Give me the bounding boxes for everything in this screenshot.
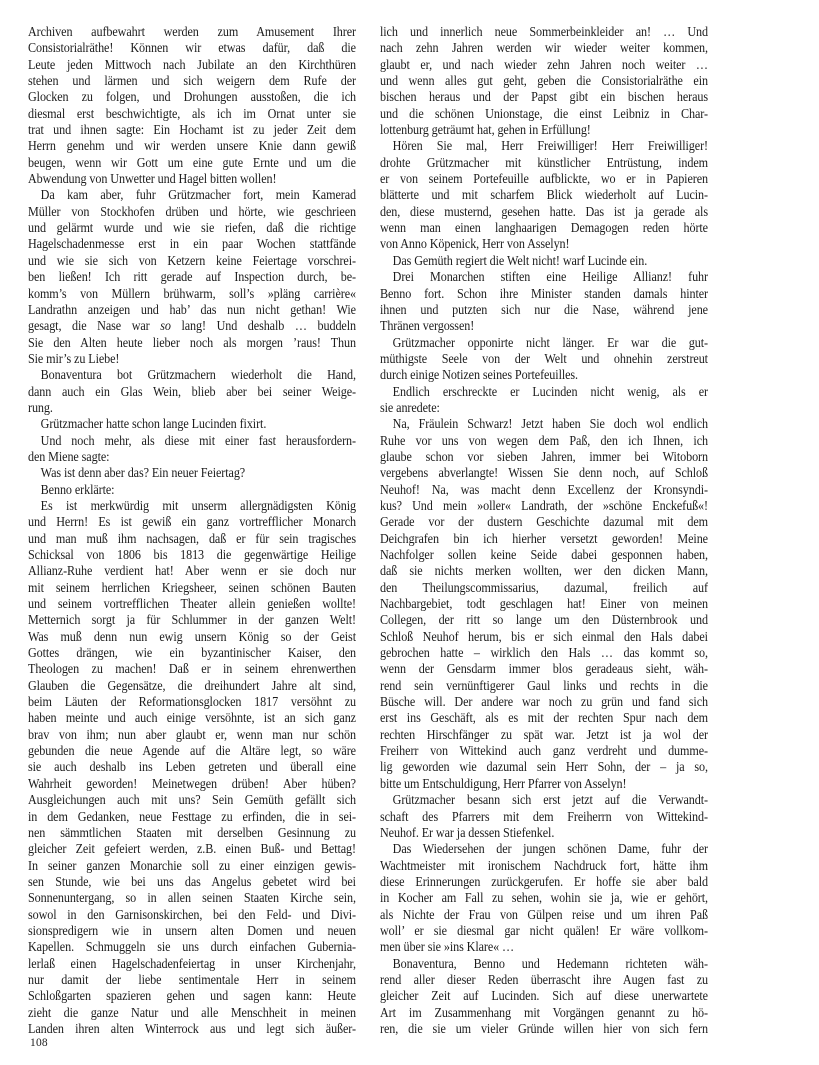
text-line: Thränen vergossen! [380,318,475,334]
text-line: Endlich erschreckte er Lucinden nicht wenig, als er [392,383,708,399]
text-line: Büsche will. Der andere war noch zu grün und fand sich [380,694,708,710]
text-line: Bonaventura, Benno und Hedemann richteten wäh- [392,955,708,971]
text-line: und wie sie sich von Ketzern keine Feiertage vorschrei- [28,252,356,268]
text-line: lig geworden wie dazumal sein Herr Sohn, der – ja so, [380,759,708,775]
text-line: Leute jeden Mittwoch nach Jubilate an den Kirchthüren [28,56,356,72]
text-line: ben ließen! Ich ritt gerade auf Inspection durch, be- [28,269,356,285]
text-line: Na, Fräulein Schwarz! Jetzt haben Sie doch wol endlich [392,416,708,432]
text-line: woll’ er sie diesmal gar nicht quälen! Er wäre vollkom- [380,922,708,938]
text-line: Ruhe vor uns von wegen dem Paß, den ich Ihnen, ich [380,432,708,448]
text-line: gleicher Zeit gefeiert werden, z.B. einen Buß- und Bettag! [28,841,356,857]
text-line: sie auch deshalb ins Leben getreten und überall eine [28,759,356,775]
text-line: Hagelschadenmesse erst in ein paar Wochen stattfände [28,236,356,252]
text-line: komm’s von Müllern brühwarm, soll’s »pläng carrière« [28,285,356,301]
text-line: beim Läuten der Reformationsglocken 1817 versöhnt zu [28,694,356,710]
text-line: Nachbargebiet, todt geschlagen hat! Einer von meinen [380,596,708,612]
text-line: bitte um Entschuldigung, Herr Pfarrer von Asselyn! [380,775,627,791]
text-line: Gerade vor der dustern Geschichte dazumal mit dem [380,514,708,530]
text-line: Freiherr von Wittekind auch ganz verdreht und dumme- [380,743,708,759]
text-line: den Miene sagte: [28,448,110,464]
text-line: Gottes drängen, wie ein byzantinischer Kaiser, den [28,645,356,661]
text-line: Theologen zu machen! Daß er in seinem ehrenwerthen [28,661,356,677]
text-line: Collegen, der ritt so lange um den Düsternbrook und [380,612,708,628]
text-line: In seiner ganzen Monarchie soll zu einer einzigen gewis- [28,857,356,873]
text-line: den, diese musternd, gesehen hatte. Das ist ja gerade als [380,203,708,219]
text-line: Sie den Alten heute lieber noch als morgen ’raus! Thun [28,334,356,350]
text-line: Da kam aber, fuhr Grützmacher fort, mein Kamerad [40,187,356,203]
text-line: Wachtmeister mit ironischem Nachdruck fort, hätte ihm [380,857,708,873]
text-line: dann auch ein Glas Wein, blieb aber bei seiner Weige- [28,383,356,399]
page-number: 108 [30,1037,48,1049]
text-line: stehen und lärmen und sich weigern dem Rufe der [28,73,356,89]
text-line: durch einige Notizen seines Portefeuilles. [380,367,579,383]
text-line: rend aller dieser Reden überrascht ihre Augen fast zu [380,971,708,987]
text-line: Archiven aufbewahrt werden zum Amusement Ihrer [28,24,356,39]
text-line: und man muß ihm nachsagen, daß er für sein tragisches [28,530,356,546]
text-line: wenn man einen langhaarigen Demagogen reden hörte [380,220,708,236]
text-line: rung. [28,399,53,415]
text-line: Art im Zusammenhang mit Vorgängen genannt zu hö- [380,1004,708,1020]
text-line: und seinem vortrefflichen Theater allein genießen wollte! [28,596,356,612]
text-line: Deichgrafen bin ich hierher versetzt geworden! Meine [380,530,708,546]
text-line: Schicksal von 1806 bis 1813 die gegenwärtige Heilige [28,547,356,562]
left-text-column [28,24,390,1037]
text-line: Das Wiedersehen der jungen schönen Dame, fuhr der [392,841,708,857]
text-line: Schloß Neuhof herum, bis er sich einmal den Hals dabei [380,628,708,644]
text-line: rend sein vernünftigerer Gaul links und rechts in die [380,677,708,693]
text-line: Schloßgarten spazieren gehen und sagen kann: Heute [28,988,356,1004]
text-line: Drei Monarchen stiften eine Heilige Allianz! fuhr [392,269,708,285]
text-line: Ausgleichungen auch mit uns? Sein Gemüth gefällt sich [28,792,356,808]
text-line: beugen, wenn wir Gott um eine gute Ernte und um die [28,154,356,170]
text-line: Grützmacher hatte schon lange Lucinden fixirt. [40,416,267,432]
text-line: nen sämmtlichen Staaten mit derselben Gesinnung zu [28,824,356,840]
text-line: ihnen und putzten sich nur die Nase, während jene [380,301,708,317]
text-line: drohte Grützmacher mit künstlicher Entrüstung, indem [380,154,708,170]
text-line: Metternich sorgt ja für Schlummer in der ganzen Welt! [28,612,356,628]
text-line: in Kocher am Fall zu sehen, wohin sie ja, wie er gehört, [380,890,708,906]
text-line: Neuhof. Er war ja dessen Stiefenkel. [380,824,555,840]
text-line: Was muß denn nun ewig unsern König so der Geist [28,628,356,644]
text-line: in dem Gedanken, neue Festtage zu erfinden, die in sei- [28,808,356,824]
text-line: Consistorialräthe! Können wir etwas dafür, daß die [28,40,356,56]
text-line: Abwendung von Unwetter und Hagel bitten wollen! [28,171,277,187]
text-line: mit seinem herrlichen Kriegsheer, seinen schönen Bauten [28,579,356,595]
text-line: Bonaventura bot Grützmachern wiederholt die Hand, [40,367,356,383]
text-line: Landrathn anzeigen und hab’ das nun nicht gethan! Wie [28,301,356,317]
text-line: Sonnenuntergang, so in allen seinen Staaten Kirche sein, [28,890,356,906]
text-line: Es ist merkwürdig mit unserm allergnädigsten König [40,497,356,513]
text-line: kus? Und mein »oller« Landrath, der »schöne Enckefuß«! [380,497,708,513]
text-line: erst ins Geschäft, als es mit der rechten Spur nach dem [380,710,708,726]
text-line: Müller von Stockhofen drüben und hörte, wie geschrieen [28,203,356,219]
text-line: diese Erinnerungen zurückgerufen. Er hoffe sie aber bald [380,873,708,889]
text-line: müthigste Seele von der Welt und ohnehin zerstreut [380,350,708,366]
text-line: Benno fort. Schon ihre Minister standen damals hinter [380,285,708,301]
text-line: daß sie nichts merken wollten, wer den dicken Mann, [380,563,708,579]
text-line: nur damit der liebe sentimentale Herr in seinem [28,971,356,987]
text-line: gesagt, die Nase war so lang! Und deshalb … buddeln [28,318,356,334]
text-line: Grützmacher besann sich erst jetzt auf die Verwandt- [392,792,708,808]
text-line: haben meinte und auch einige versöhnte, ist an sich ganz [28,710,356,726]
text-line: Kapellen. Schmuggeln sie uns durch einfachen Gubernia- [28,939,356,955]
text-line: von Anno Köpenick, Herr von Asselyn! [380,236,570,252]
text-line: Glocken zu folgen, und Drohungen ausstoßen, die ich [28,89,356,105]
text-line: sie anredete: [380,399,440,415]
text-line: nach zehn Jahren werden wir wieder weiter kommen, [380,40,708,56]
text-line: als Nichte der Frau von Gülpen reise und um ihren Paß [380,906,708,922]
text-line: Und noch mehr, als diese mit einer fast herausfordern- [40,432,356,448]
text-line: Nachfolger sollen keine Seide dabei gesponnen haben, [380,547,708,562]
text-line: sen Stunde, wie bei uns das Angelus gebetet wird bei [28,873,356,889]
text-line: zieht die ganze Natur und alle Menschheit in meinen [28,1004,356,1020]
text-line: lottenburg geträumt hat, gehen in Erfüllung! [380,122,591,138]
text-line: Hören Sie mal, Herr Freiwilliger! Herr Freiwilliger! [392,138,708,154]
text-line: glaube schon vor sieben Jahren, immer bei Witoborn [380,448,708,464]
text-line: er von seinem Portefeuille aufblickte, wo er in Papieren [380,171,708,187]
text-line: und gelärmt wurde und wie sie riefen, daß die richtige [28,220,356,236]
text-line: schaft des Pfarrers mit dem Freiherrn von Wittekind- [380,808,708,824]
text-line: und Herrn! Es ist gewiß ein ganz vortrefflicher Monarch [28,514,356,530]
text-line: ren, die sie um vieler Gründe willen hier von sich fern [380,1020,708,1036]
text-line: Neuhof! Na, was macht denn Excellenz der Kronsyndi- [380,481,708,497]
text-line: und die schönen Unionstage, die einst Leibniz in Char- [380,105,708,121]
text-line: sowol in den Garnisonskirchen, bei den Feld- und Divi- [28,906,356,922]
text-line: lich und innerlich neue Sommerbeinkleider an! … Und [380,24,708,39]
text-line: blätterte und mit scharfem Blick wiederholt auf Lucin- [380,187,708,203]
text-line: wenn der Gensdarm immer blos geradeaus sieht, wäh- [380,661,708,677]
text-line: den Theilungscommissarius, dazumal, freilich auf [380,579,708,595]
text-line: Glauben die Gegensätze, die dreihundert Jahre alt sind, [28,677,356,693]
text-line: bischen heraus und der Papst gibt ein bischen heraus [380,89,708,105]
text-line: gebunden die neue Agende auf die Altäre legt, so wäre [28,743,356,759]
text-line: vergebens abverlangte! Wissen Sie denn noch, auf Schloß [380,465,708,481]
text-line: glaubt er, und nach wieder zehn Jahren noch weiter … [380,56,708,72]
text-line: men über sie »ins Klare« … [380,939,515,955]
text-line: gleicher Zeit auf Lucinden. Sich auf diese unerwartete [380,988,708,1004]
text-line: rechten Hirschfänger zu spät war. Jetzt ist ja wol der [380,726,708,742]
text-line: lerlaß einen Hagelschadenfeiertag in unser Kirchenjahr, [28,955,356,971]
text-line: Landen ihren alten Winterrock aus und legt sich äußer- [28,1020,356,1036]
text-line: Benno erklärte: [40,481,115,497]
text-line: Grützmacher opponirte nicht länger. Er war die gut- [392,334,708,350]
text-line: Das Gemüth regiert die Welt nicht! warf Lucinde ein. [392,252,648,268]
text-line: brav von ihm; nun aber glaubt er, wenn man nur schön [28,726,356,742]
text-line: Allianz-Ruhe verdient hat! Aber wenn er sie doch nur [28,563,356,579]
text-line: Was ist denn aber das? Ein neuer Feiertag? [40,465,246,481]
text-line: sionspredigern wie in unsern alten Domen und neuen [28,922,356,938]
text-line: Sie mir’s zu Liebe! [28,350,120,366]
text-line: Herrn genehm und wir werden unsere Knie dann gewiß [28,138,356,154]
text-line: Wahrheit geworden! Meinetwegen drüben! Aber hüben? [28,775,356,791]
text-line: diesmal erst beschwichtigte, als ich im Ornat unter sie [28,105,356,121]
right-text-column [380,24,742,1037]
text-line: trat und ihnen sagte: Ein Hochamt ist zu jeder Zeit dem [28,122,356,138]
text-line: und wenn alles gut geht, geben die Consistorialräthe ein [380,73,708,89]
text-line: gebrochen hatte – wirklich den Hals … das kommt so, [380,645,708,661]
